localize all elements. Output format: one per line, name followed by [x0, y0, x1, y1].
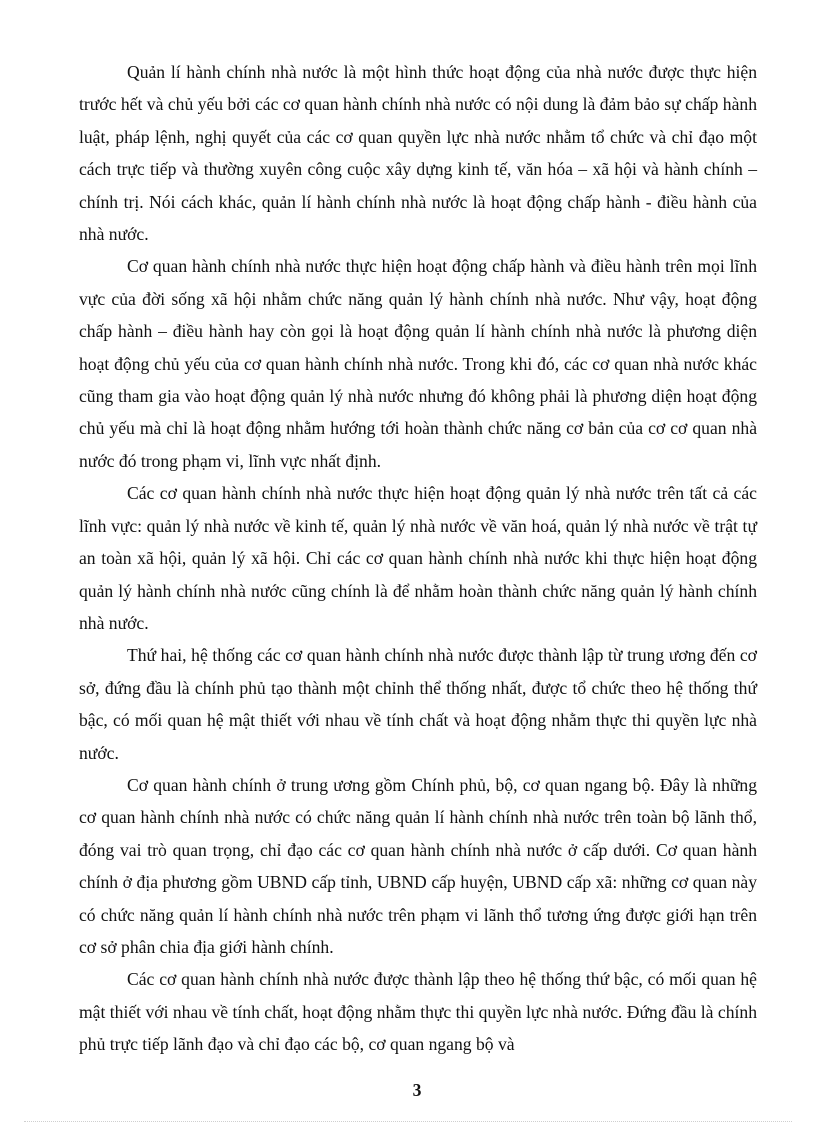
- page-bottom-divider: [24, 1121, 792, 1122]
- paragraph: Các cơ quan hành chính nhà nước được thành lập theo hệ thống thứ bậc, có mối quan hệ mật thiết với nhau về tính chất, hoạt động nhằm thực thi quyền lực nhà nước. Đứng đầu là chính phủ trực tiếp lãnh đạo và chỉ đạo các bộ, cơ quan ngang bộ và: [79, 969, 757, 1055]
- paragraph: Thứ hai, hệ thống các cơ quan hành chính nhà nước được thành lập từ trung ương đến cơ sở, đứng đầu là chính phủ tạo thành một chỉnh thể thống nhất, được tổ chức theo hệ thống thứ bậc, có mối quan hệ mật thiết với nhau về tính chất và hoạt động nhằm thực thi quyền lực nhà nước.: [79, 645, 757, 763]
- paragraph: Cơ quan hành chính ở trung ương gồm Chính phủ, bộ, cơ quan ngang bộ. Đây là những cơ quan hành chính nhà nước có chức năng quản lí hành chính nhà nước trên toàn bộ lãnh thổ, đóng vai trò quan trọng, chỉ đạo các cơ quan hành chính nhà nước ở cấp dưới. Cơ quan hành chính ở địa phương gồm UBND cấp tỉnh, UBND cấp huyện, UBND cấp xã: những cơ quan này có chức năng quản lí hành chính nhà nước trên phạm vi lãnh thổ tương ứng được giới hạn trên cơ sở phân chia địa giới hành chính.: [79, 774, 757, 957]
- document-body: [79, 56, 757, 1061]
- paragraph: Cơ quan hành chính nhà nước thực hiện hoạt động chấp hành và điều hành trên mọi lĩnh vực của đời sống xã hội nhằm chức năng quản lý hành chính nhà nước. Như vậy, hoạt động chấp hành – điều hành hay còn gọi là hoạt động quản lí hành chính nhà nước là phương diện hoạt động chủ yếu của cơ quan hành chính nhà nước. Trong khi đó, các cơ quan nhà nước khác cũng tham gia vào hoạt động quản lý nhà nước nhưng đó không phải là phương diện hoạt động chủ yếu mà chỉ là hoạt động nhằm hướng tới hoàn thành chức năng cơ bản của cơ cơ quan nhà nước đó trong phạm vi, lĩnh vực nhất định.: [79, 256, 757, 471]
- paragraph: Quản lí hành chính nhà nước là một hình thức hoạt động của nhà nước được thực hiện trước hết và chủ yếu bởi các cơ quan hành chính nhà nước có nội dung là đảm bảo sự chấp hành luật, pháp lệnh, nghị quyết của các cơ quan quyền lực nhà nước nhằm tổ chức và chỉ đạo một cách trực tiếp và thường xuyên công cuộc xây dựng kinh tế, văn hóa – xã hội và hành chính – chính trị. Nói cách khác, quản lí hành chính nhà nước là hoạt động chấp hành - điều hành của nhà nước.: [79, 62, 757, 245]
- paragraph: Các cơ quan hành chính nhà nước thực hiện hoạt động quản lý nhà nước trên tất cả các lĩnh vực: quản lý nhà nước về kinh tế, quản lý nhà nước về văn hoá, quản lý nhà nước về trật tự an toàn xã hội, quản lý xã hội. Chỉ các cơ quan hành chính nhà nước khi thực hiện hoạt động quản lý hành chính nhà nước cũng chính là để nhằm hoàn thành chức năng quản lý hành chính nhà nước.: [79, 483, 757, 633]
- page-number: 3: [412, 1080, 422, 1100]
